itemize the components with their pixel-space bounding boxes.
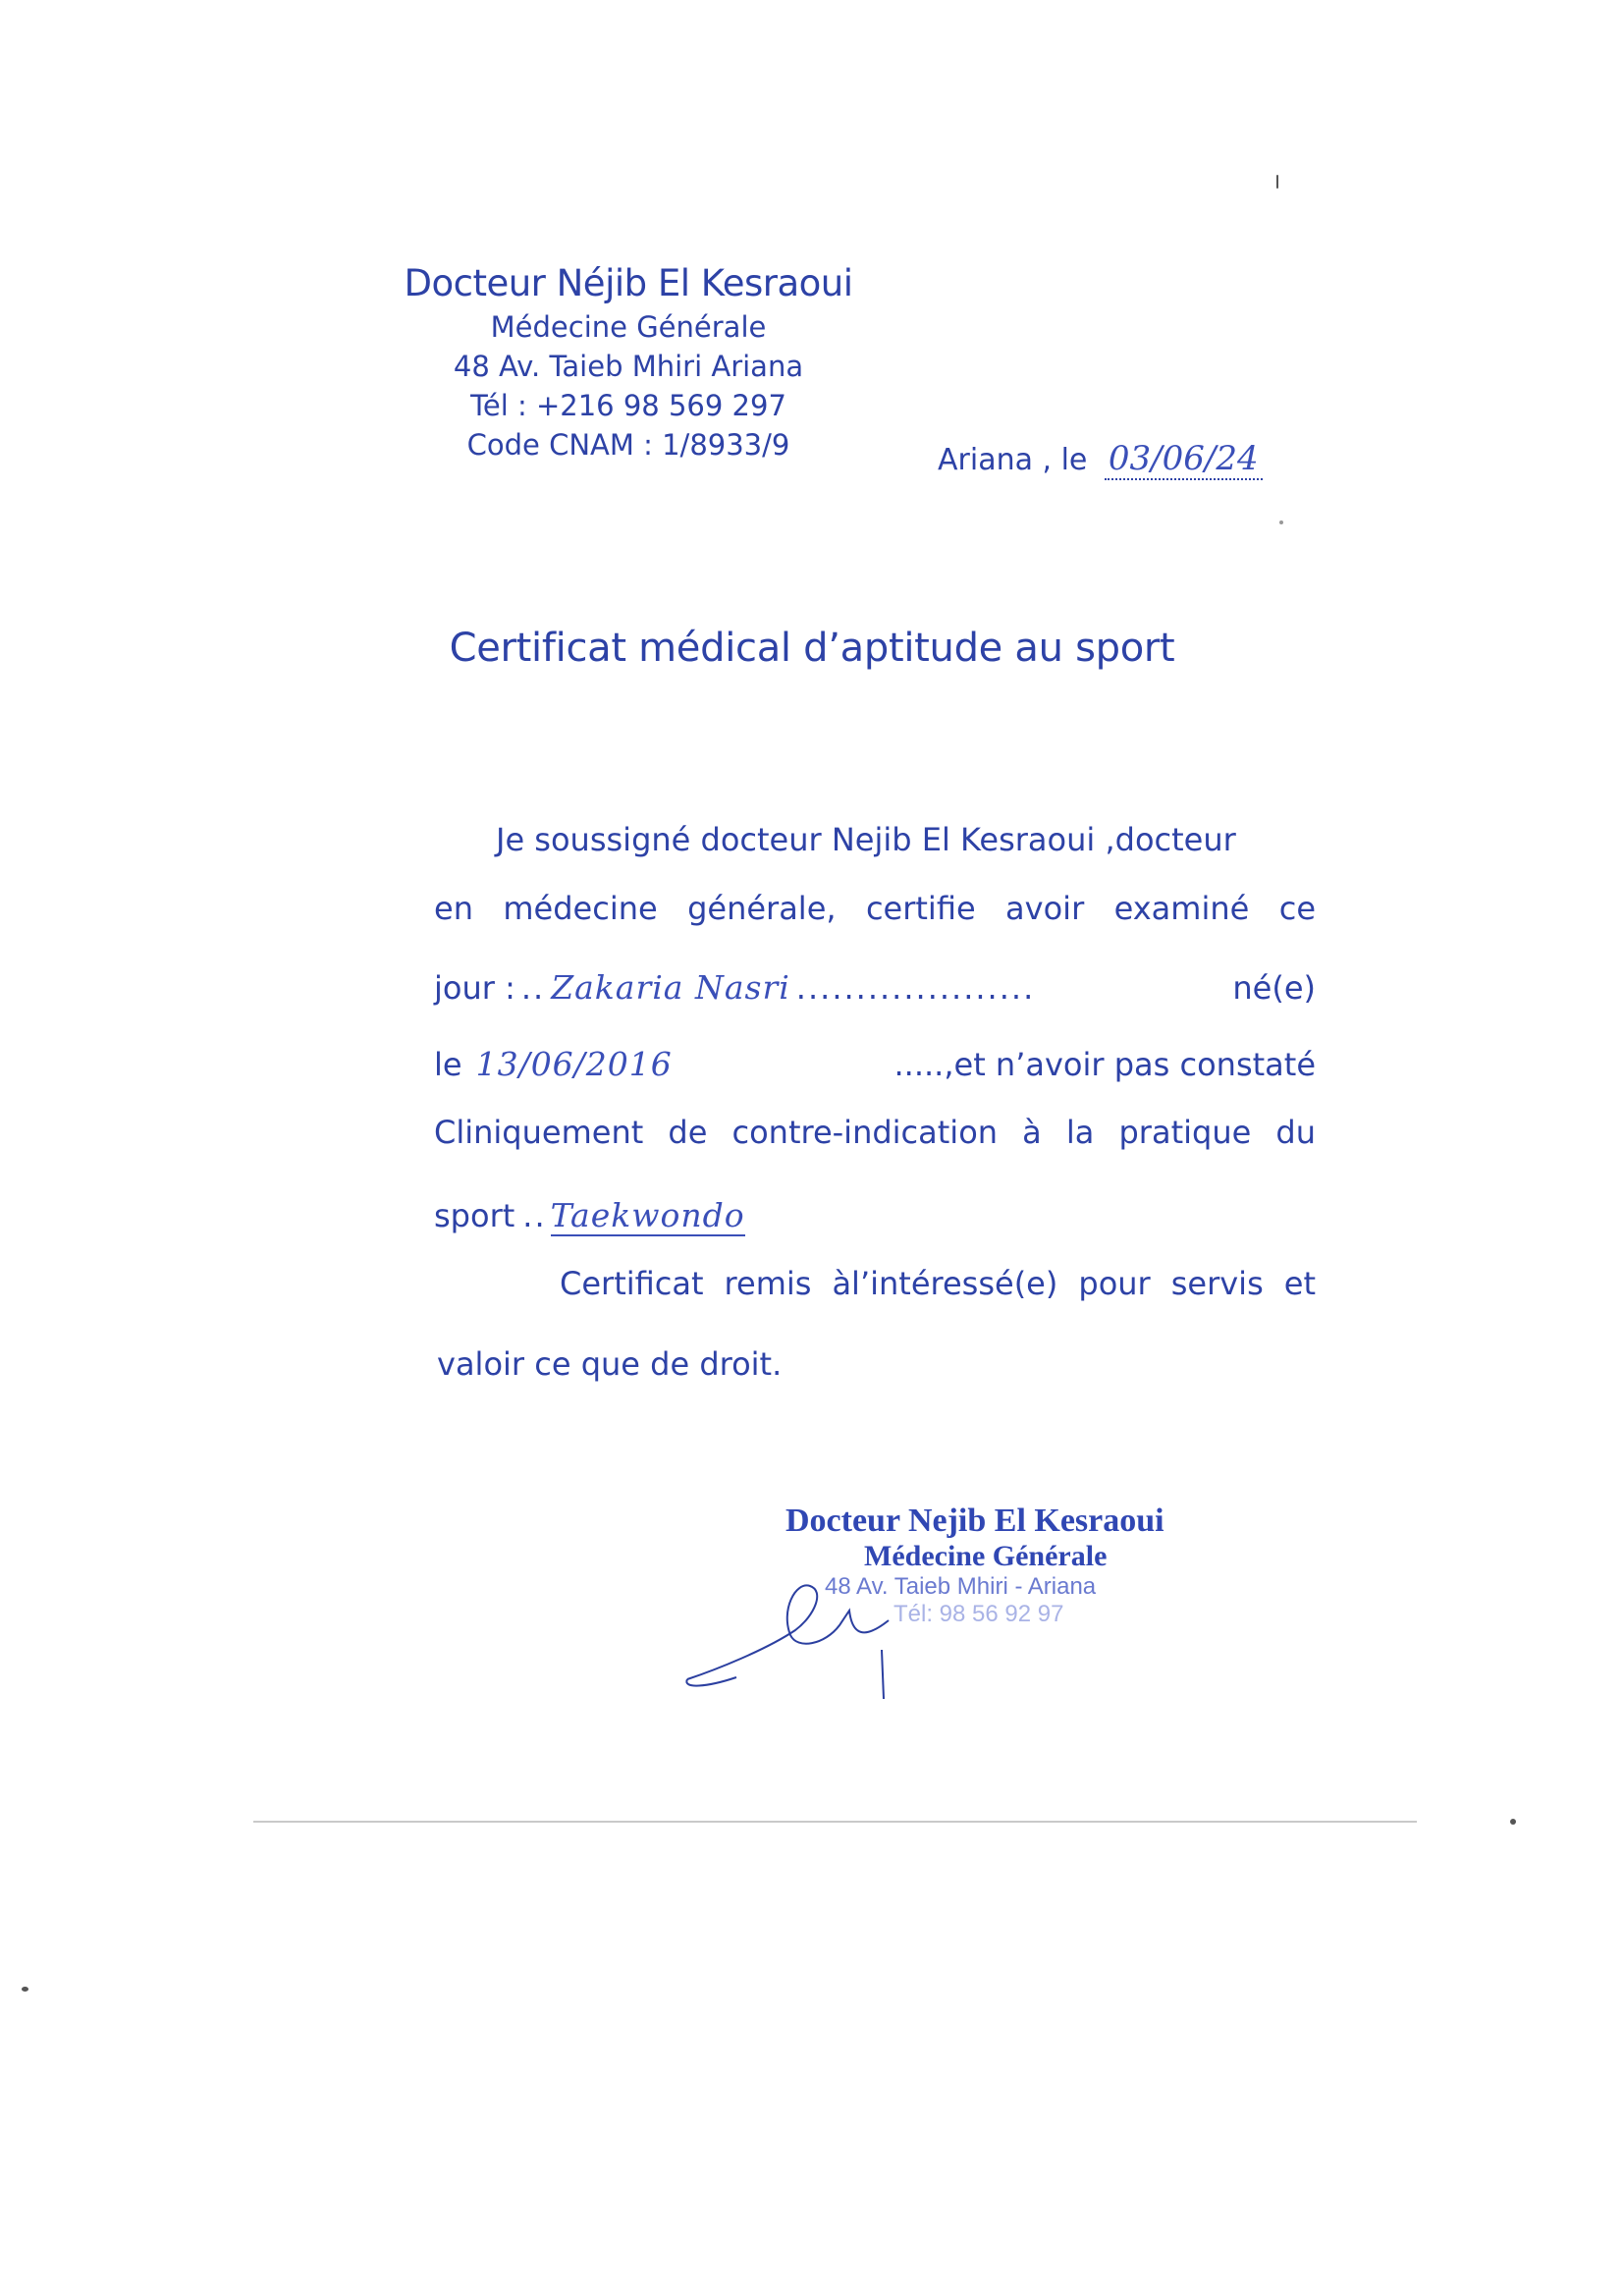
handwritten-date: 03/06/24 (1105, 439, 1263, 480)
body-line-5: Cliniquement de contre-indication à la pratique du (434, 1114, 1316, 1151)
line4-suffix: .....,et n’avoir pas constaté (893, 1046, 1316, 1083)
sport-handwritten: Taekwondo (550, 1196, 745, 1234)
scan-speck (1510, 1819, 1516, 1825)
stamp-specialty: Médecine Générale (864, 1540, 1108, 1572)
name-dots: .................... (795, 969, 1036, 1007)
letterhead (295, 262, 962, 470)
footer-divider (253, 1821, 1417, 1823)
jour-label: jour : (434, 969, 515, 1007)
body-line-1: Je soussigné docteur Nejib El Kesraoui ,docteur (496, 821, 1236, 858)
scan-speck (1279, 520, 1283, 524)
doctor-name: Docteur Néjib El Kesraoui (404, 262, 853, 304)
body-line-7: Certificat remis àl’intéressé(e) pour servis et (560, 1265, 1316, 1302)
nee-label: né(e) (1232, 969, 1316, 1007)
certificate-title: Certificat médical d’aptitude au sport (449, 626, 1175, 671)
body-line-4 (434, 1045, 1316, 1083)
body-line-2: en médecine générale, certifie avoir examiné ce (434, 890, 1316, 927)
address: 48 Av. Taieb Mhiri Ariana (453, 350, 804, 383)
phone: Tél : +216 98 569 297 (470, 389, 786, 422)
doctor-stamp (785, 1503, 1198, 1628)
stamp-phone: Tél: 98 56 92 97 (893, 1601, 1064, 1627)
specialty: Médecine Générale (490, 310, 767, 344)
stamp-address: 48 Av. Taieb Mhiri - Ariana (825, 1573, 1097, 1600)
scan-speck (1276, 175, 1278, 189)
cnam-code: Code CNAM : 1/8933/9 (466, 428, 790, 462)
body-line-3: jour : .. Zakaria Nasri .................... né(e) (434, 968, 1316, 1007)
birth-date-handwritten: 13/06/2016 (475, 1045, 673, 1083)
body-line-8: valoir ce que de droit. (437, 1345, 783, 1383)
date-prefix: Ariana , le (938, 443, 1088, 477)
le-label: le (434, 1046, 462, 1083)
patient-name-handwritten: Zakaria Nasri (551, 968, 790, 1007)
scan-speck (22, 1987, 28, 1992)
body-line-6: sport .. Taekwondo (434, 1196, 745, 1234)
stamp-name: Docteur Nejib El Kesraoui (785, 1503, 1164, 1539)
date-line (938, 439, 1263, 480)
sport-label: sport (434, 1197, 515, 1234)
